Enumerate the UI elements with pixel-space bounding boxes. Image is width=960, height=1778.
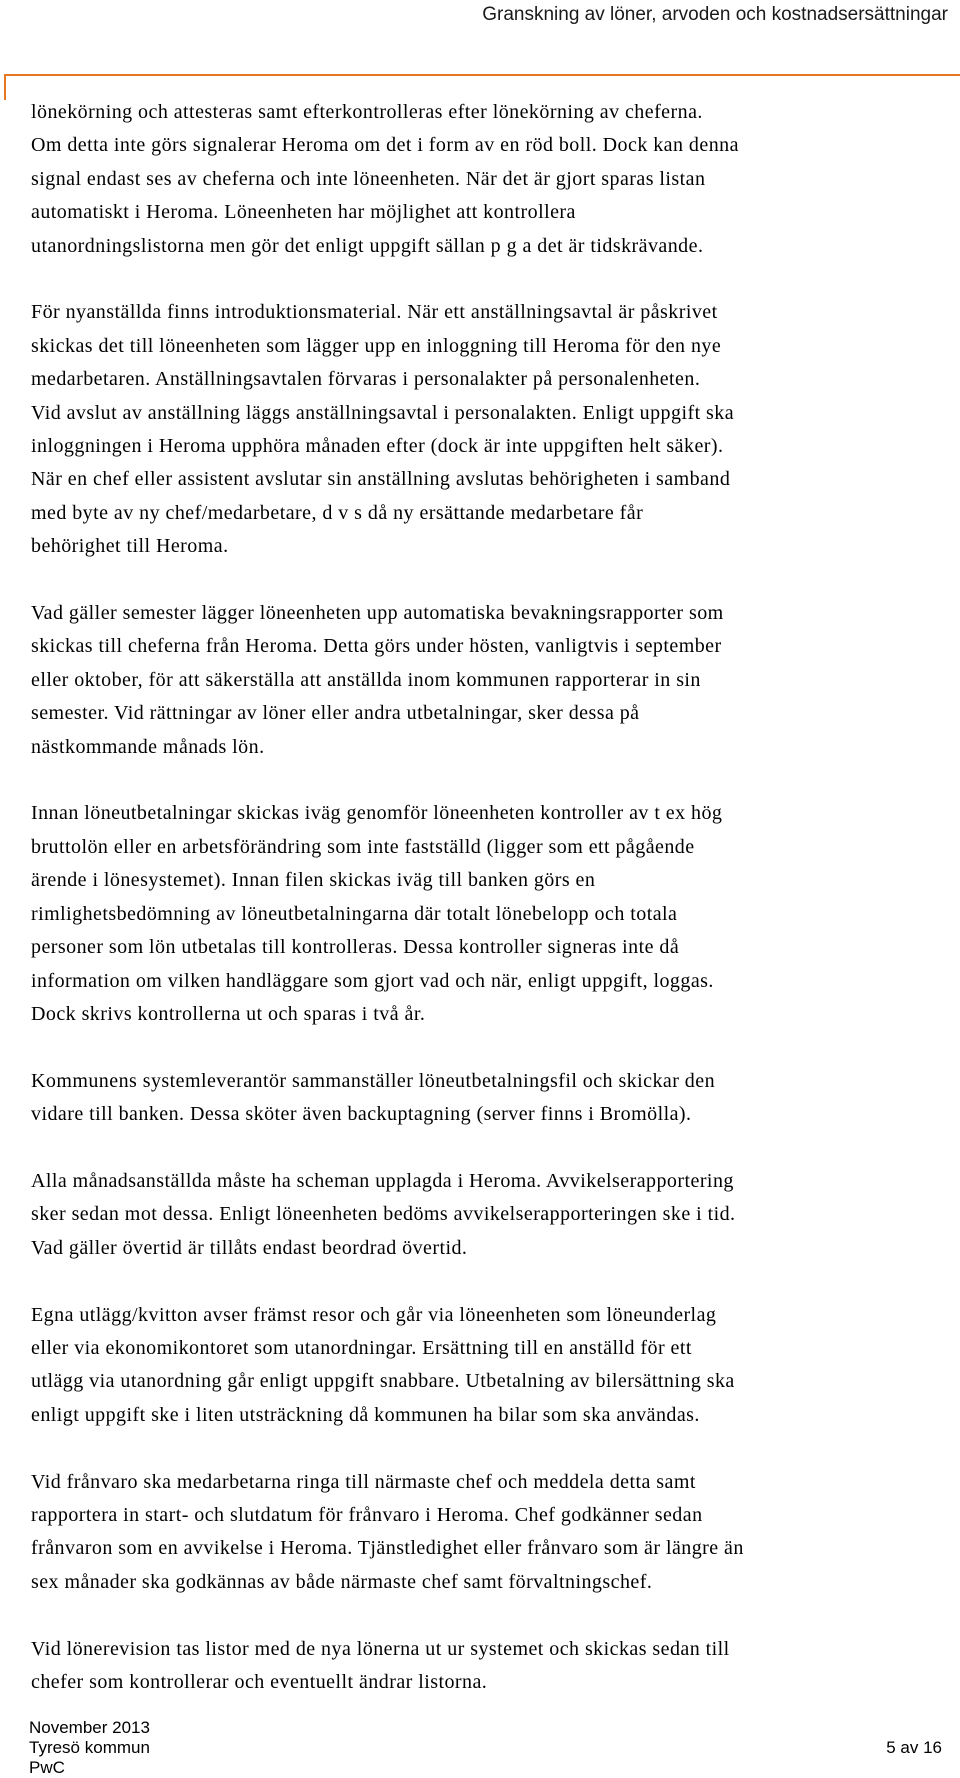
- footer: [29, 1718, 150, 1778]
- paragraph-salary-revision: Vid lönerevision tas listor med de nya lönerna ut ur systemet och skickas sedan till chefer som kontrollerar och eventuellt ändrar listorna.: [31, 1637, 730, 1693]
- footer-firm: PwC: [29, 1758, 65, 1777]
- paragraph-expenses: Egna utlägg/kvitton avser främst resor och går via löneenheten som löneunderlag eller via ekonomikontoret som utanordningar. Ersättning till en anställd för ett utlägg via utanordning går enligt uppgift snabbare. Utbetalning av bilersättning ska enligt uppgift ske i liten utsträckning då kommunen ha bilar som ska användas.: [31, 1303, 735, 1426]
- header-rule-horizontal: [4, 74, 960, 76]
- paragraph-payment-controls: Innan löneutbetalningar skickas iväg genomför löneenheten kontroller av t ex hög bruttolön eller en arbetsförändring som inte fastställd (ligger som ett pågående ärende i lönesystemet). Innan filen skickas iväg till banken görs en rimlighetsbedömning av löneutbetalningarna där totalt lönebelopp och totala personer som lön utbetalas till kontrolleras. Dessa kontroller signeras inte då information om vilken handläggare som gjort vad och när, enligt uppgift, loggas. Dock skrivs kontrollerna ut och sparas i två år.: [31, 802, 723, 1025]
- paragraph-vacation: Vad gäller semester lägger löneenheten upp automatiska bevakningsrapporter som skickas till cheferna från Heroma. Detta görs under hösten, vanligtvis i september eller oktober, för att säkerställa att anställda inom kommunen rapporterar in sin semester. Vid rättningar av löner eller andra utbetalningar, sker dessa på nästkommande månads lön.: [31, 602, 724, 758]
- paragraph-system-supplier: Kommunens systemleverantör sammanställer löneutbetalningsfil och skickar den vidare till banken. Dessa sköter även backuptagning (server finns i Bromölla).: [31, 1069, 716, 1126]
- footer-client: Tyresö kommun: [29, 1738, 150, 1757]
- header-rule-vertical: [4, 74, 6, 100]
- running-header-title: Granskning av löner, arvoden och kostnadsersättningar: [482, 4, 948, 25]
- body-text: [31, 96, 931, 1733]
- page-number: 5 av 16: [886, 1738, 942, 1757]
- paragraph-payroll-attestation: lönekörning och attesteras samt efterkontrolleras efter lönekörning av cheferna. Om detta inte görs signalerar Heroma om det i form av en röd boll. Dock kan denna signal endast ses av cheferna och inte löneenheten. När det är gjort sparas listan automatiskt i Heroma. Löneenheten har möjlighet att kontrollera utanordningslistorna men gör det enligt uppgift sällan p g a det är tidskrävande.: [31, 101, 739, 257]
- footer-date: November 2013: [29, 1718, 150, 1737]
- paragraph-absence: Vid frånvaro ska medarbetarna ringa till närmaste chef och meddela detta samt rapportera in start- och slutdatum för frånvaro i Heroma. Chef godkänner sedan frånvaron som en avvikelse i Heroma. Tjänstledighet eller frånvaro som är längre än sex månader ska godkännas av både närmaste chef samt förvaltningschef.: [31, 1470, 744, 1593]
- paragraph-new-employees: För nyanställda finns introduktionsmaterial. När ett anställningsavtal är påskrivet skickas det till löneenheten som lägger upp en inloggning till Heroma för den nye medarbetaren. Anställningsavtalen förvaras i personalakter på personalenheten. Vid avslut av anställning läggs anställningsavtal i personalakten. Enligt uppgift ska inloggningen i Heroma upphöra månaden efter (dock är inte uppgiften helt säker). När en chef eller assistent avslutar sin anställning avslutas behörigheten i samband med byte av ny chef/medarbetare, d v s då ny ersättande medarbetare får behörighet till Heroma.: [31, 301, 735, 558]
- paragraph-schedules: Alla månadsanställda måste ha scheman upplagda i Heroma. Avvikelserapportering sker sedan mot dessa. Enligt löneenheten bedöms avvikelserapporteringen ske i tid. Vad gäller övertid är tillåts endast beordrad övertid.: [31, 1169, 736, 1259]
